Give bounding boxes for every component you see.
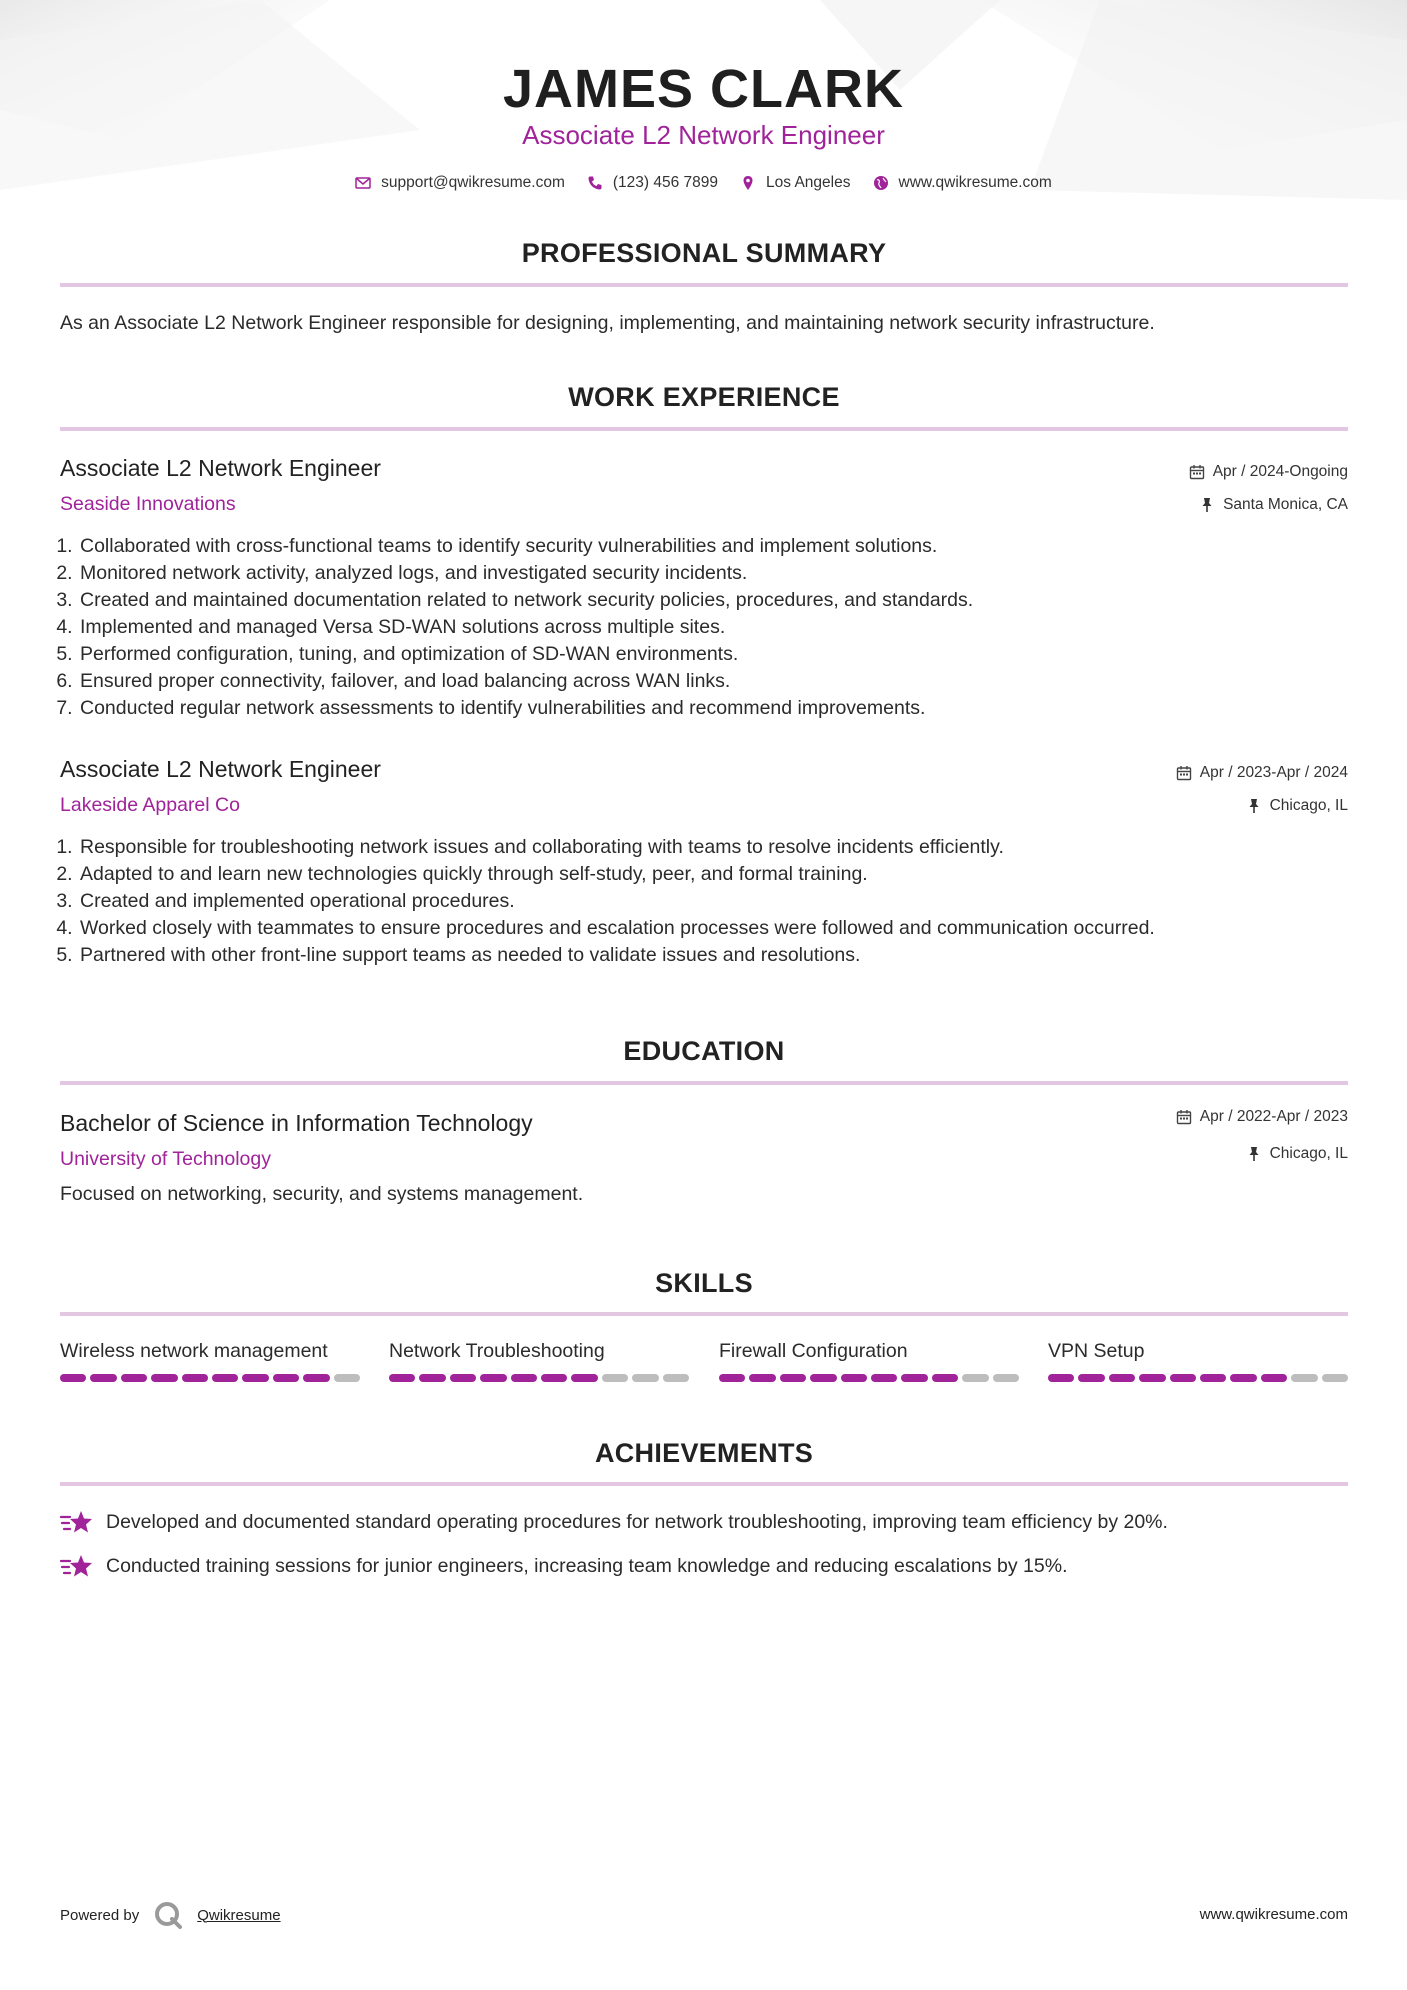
calendar-icon — [1176, 1109, 1192, 1125]
list-item: 2. Adapted to and learn new technologies quickly through self-study, peer, and formal training. — [78, 861, 1358, 888]
shooting-star-icon — [60, 1508, 94, 1536]
job-title: Associate L2 Network Engineer — [60, 756, 381, 782]
skill-segment-filled — [242, 1374, 268, 1382]
skill-segment-filled — [60, 1374, 86, 1382]
skill-name: VPN Setup — [1048, 1340, 1145, 1362]
list-item: 4. Implemented and managed Versa SD-WAN solutions across multiple sites. — [78, 614, 1358, 641]
achievement-item — [60, 1508, 1168, 1536]
list-item: 1. Collaborated with cross-functional teams to identify security vulnerabilities and implement solutions. — [78, 533, 1358, 560]
job-dates-text: Apr / 2024-Ongoing — [1212, 463, 1348, 480]
job-location-text: Chicago, IL — [1269, 797, 1348, 814]
skill-segment-filled — [1109, 1374, 1135, 1382]
summary-divider — [60, 283, 1348, 287]
list-item: 7. Conducted regular network assessments to identify vulnerabilities and recommend improvements. — [78, 695, 1358, 722]
globe-icon — [873, 175, 889, 191]
skill-segment-filled — [541, 1374, 567, 1382]
contact-phone[interactable] — [587, 174, 718, 192]
skill-segment-empty — [632, 1374, 658, 1382]
skill-segment-empty — [602, 1374, 628, 1382]
pin-icon — [1246, 798, 1262, 814]
skill-segment-filled — [450, 1374, 476, 1382]
skill-segment-filled — [151, 1374, 177, 1382]
skill-segment-filled — [749, 1374, 775, 1382]
phone-icon — [587, 175, 603, 191]
footer-powered-by — [60, 1900, 281, 1930]
education-location-text: Chicago, IL — [1269, 1145, 1348, 1162]
qwikresume-link[interactable]: Qwikresume — [197, 1906, 281, 1924]
skill-segment-filled — [389, 1374, 415, 1382]
skill-segment-filled — [480, 1374, 506, 1382]
skill-segment-filled — [901, 1374, 927, 1382]
job-dates-text: Apr / 2023-Apr / 2024 — [1199, 764, 1348, 781]
pin-icon — [1199, 497, 1215, 513]
achievement-item — [60, 1552, 1068, 1580]
summary-heading: PROFESSIONAL SUMMARY — [521, 238, 887, 268]
job-title: Associate L2 Network Engineer — [60, 455, 381, 481]
contact-location-text: Los Angeles — [766, 174, 851, 191]
skill-segment-empty — [1322, 1374, 1348, 1382]
contact-email-text: support@qwikresume.com — [381, 174, 565, 191]
list-item: 5. Partnered with other front-line support teams as needed to validate issues and resolutions. — [78, 942, 1358, 969]
skill-item — [389, 1340, 689, 1382]
skill-level-bar — [719, 1374, 1019, 1382]
job-location-text: Santa Monica, CA — [1223, 496, 1348, 513]
job-dates — [1176, 764, 1348, 782]
footer-website[interactable]: www.qwikresume.com — [1199, 1906, 1348, 1923]
skill-segment-filled — [273, 1374, 299, 1382]
skill-segment-filled — [841, 1374, 867, 1382]
job-dates — [1189, 463, 1348, 481]
degree-title: Bachelor of Science in Information Technology — [60, 1110, 533, 1136]
skill-level-bar — [1048, 1374, 1348, 1382]
list-item: 1. Responsible for troubleshooting network issues and collaborating with teams to resolve incidents efficiently. — [78, 834, 1358, 861]
skill-segment-filled — [810, 1374, 836, 1382]
skill-segment-filled — [1230, 1374, 1256, 1382]
education-description: Focused on networking, security, and systems management. — [60, 1183, 584, 1205]
education-dates-text: Apr / 2022-Apr / 2023 — [1199, 1108, 1348, 1125]
skills-heading: SKILLS — [655, 1268, 753, 1298]
list-item: 2. Monitored network activity, analyzed logs, and investigated security incidents. — [78, 560, 1358, 587]
job-responsibilities — [60, 834, 1358, 969]
skill-name: Firewall Configuration — [719, 1340, 908, 1362]
skill-segment-filled — [121, 1374, 147, 1382]
list-item: 6. Ensured proper connectivity, failover, and load balancing across WAN links. — [78, 668, 1358, 695]
qwikresume-logo-icon — [153, 1900, 183, 1930]
job-responsibilities — [60, 533, 1358, 722]
skill-segment-filled — [871, 1374, 897, 1382]
list-item: 4. Worked closely with teammates to ensure procedures and escalation processes were followed and communication occurred. — [78, 915, 1358, 942]
achievements-heading: ACHIEVEMENTS — [594, 1438, 814, 1468]
skill-segment-filled — [1170, 1374, 1196, 1382]
candidate-role: Associate L2 Network Engineer — [522, 120, 885, 150]
education-location — [1246, 1145, 1348, 1163]
education-heading: EDUCATION — [623, 1036, 785, 1066]
skill-segment-filled — [571, 1374, 597, 1382]
skill-segment-filled — [511, 1374, 537, 1382]
calendar-icon — [1176, 765, 1192, 781]
calendar-icon — [1189, 464, 1205, 480]
skill-segment-filled — [182, 1374, 208, 1382]
skill-segment-empty — [993, 1374, 1019, 1382]
contact-bar — [0, 174, 1407, 192]
skill-segment-empty — [962, 1374, 988, 1382]
experience-heading: WORK EXPERIENCE — [568, 382, 840, 412]
achievements-divider — [60, 1482, 1348, 1486]
skill-item — [60, 1340, 360, 1382]
contact-website-text: www.qwikresume.com — [898, 174, 1052, 191]
skill-segment-filled — [1078, 1374, 1104, 1382]
contact-website[interactable] — [873, 174, 1052, 192]
education-dates — [1176, 1108, 1348, 1126]
skill-segment-filled — [1048, 1374, 1074, 1382]
skill-segment-filled — [1200, 1374, 1226, 1382]
skill-segment-filled — [780, 1374, 806, 1382]
pin-icon — [1246, 1146, 1262, 1162]
skills-divider — [60, 1312, 1348, 1316]
candidate-name: JAMES CLARK — [502, 59, 905, 119]
job-location — [1246, 797, 1348, 815]
skill-name: Wireless network management — [60, 1340, 328, 1362]
powered-by-label: Powered by — [60, 1906, 140, 1924]
skill-segment-filled — [90, 1374, 116, 1382]
contact-email[interactable] — [355, 174, 565, 192]
list-item: 5. Performed configuration, tuning, and optimization of SD-WAN environments. — [78, 641, 1358, 668]
list-item: 3. Created and maintained documentation related to network security policies, procedures, and standards. — [78, 587, 1358, 614]
skill-segment-filled — [212, 1374, 238, 1382]
skill-name: Network Troubleshooting — [389, 1340, 605, 1362]
skill-item — [719, 1340, 1019, 1382]
contact-phone-text: (123) 456 7899 — [612, 174, 719, 191]
map-pin-icon — [740, 175, 756, 191]
envelope-icon — [355, 175, 371, 191]
skill-level-bar — [389, 1374, 689, 1382]
skill-segment-empty — [663, 1374, 689, 1382]
achievement-text: Conducted training sessions for junior engineers, increasing team knowledge and reducing escalations by 15%. — [106, 1554, 1068, 1577]
shooting-star-icon — [60, 1552, 94, 1580]
skill-segment-filled — [719, 1374, 745, 1382]
skill-segment-filled — [303, 1374, 329, 1382]
contact-location — [740, 174, 850, 192]
skill-item — [1048, 1340, 1348, 1382]
skill-segment-empty — [334, 1374, 360, 1382]
job-company: Seaside Innovations — [60, 493, 236, 515]
job-company: Lakeside Apparel Co — [60, 794, 240, 816]
experience-divider — [60, 427, 1348, 431]
skill-level-bar — [60, 1374, 360, 1382]
list-item: 3. Created and implemented operational procedures. — [78, 888, 1358, 915]
summary-text: As an Associate L2 Network Engineer responsible for designing, implementing, and maintaining network security infrastructure. — [60, 312, 1155, 334]
job-location — [1199, 496, 1348, 514]
skill-segment-filled — [932, 1374, 958, 1382]
school-name: University of Technology — [60, 1148, 271, 1170]
skill-segment-filled — [1261, 1374, 1287, 1382]
skill-segment-empty — [1291, 1374, 1317, 1382]
achievement-text: Developed and documented standard operating procedures for network troubleshooting, improving team efficiency by 20%. — [106, 1510, 1168, 1533]
skill-segment-filled — [419, 1374, 445, 1382]
skill-segment-filled — [1139, 1374, 1165, 1382]
education-divider — [60, 1081, 1348, 1085]
